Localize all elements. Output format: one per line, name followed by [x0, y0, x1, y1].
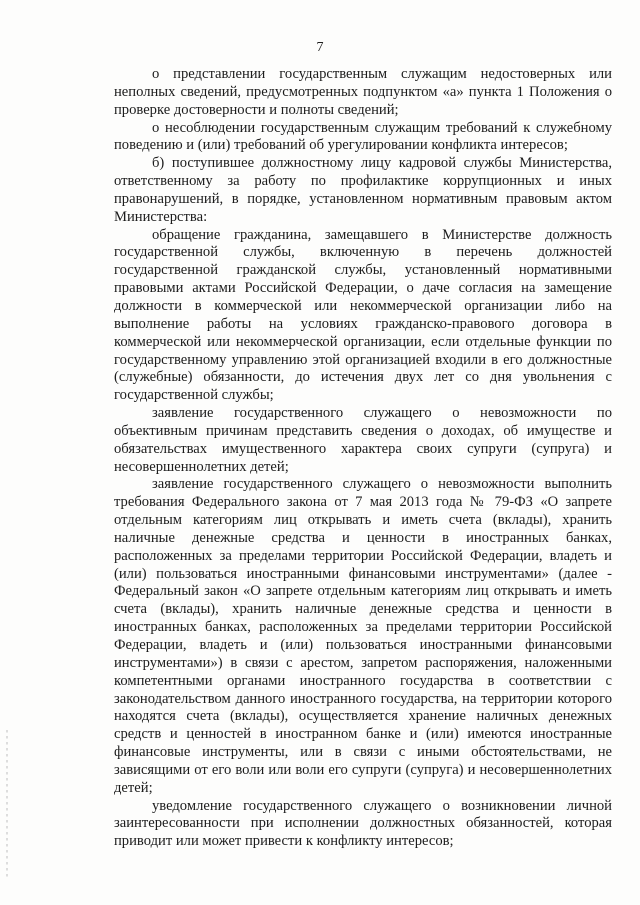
- scan-artifact: [6, 730, 8, 880]
- page-number: 7: [316, 40, 324, 55]
- paragraph-citizen-appeal: обращение гражданина, замещавшего в Министерстве должность государственной службы, включенную в перечень должностей государственной гражданской службы, установленный нормативными правовыми актами Российской Федерации, о даче согласия на замещение должности в коммерческой или некоммерческой организации либо на выполнение работы на условиях гражданско-правового договора в коммерческой или некоммерческой организации, если отдельные функции по государственному управлению этой организацией входили в его должностные (служебные) обязанности, до истечения двух лет со дня увольнения с государственной службы;: [114, 226, 612, 404]
- document-body: [114, 66, 612, 851]
- paragraph-conduct-requirements: о несоблюдении государственным служащим требований к служебному поведению и (или) требований об урегулировании конфликта интересов;: [114, 119, 612, 154]
- paragraph-income-statement: заявление государственного служащего о невозможности по объективным причинам представить сведения о доходах, об имуществе и обязательствах имущественного характера своих супруги (супруга) и несовершеннолетних детей;: [114, 405, 612, 475]
- paragraph-item-b: б) поступившее должностному лицу кадровой службы Министерства, ответственному за работу по профилактике коррупционных и иных правонарушений, в порядке, установленном нормативным правовым актом Министерства:: [114, 155, 612, 225]
- paragraph-foreign-accounts: заявление государственного служащего о невозможности выполнить требования Федерального закона от 7 мая 2013 года № 79-ФЗ «О запрете отдельным категориям лиц открывать и иметь счета (вклады), хранить наличные денежные средства и ценности в иностранных банках, расположенных за пределами территории Российской Федерации, владеть и (или) пользоваться иностранными финансовыми инструментами» (далее - Федеральный закон «О запрете отдельным категориям лиц открывать и иметь счета (вклады), хранить наличные денежные средства и ценности в иностранных банках, расположенных за пределами территории Российской Федерации, владеть и (или) пользоваться иностранными финансовыми инструментами») в связи с арестом, запретом распоряжения, наложенными компетентными органами иностранного государства в соответствии с законодательством данного иностранного государства, на территории которого находятся счета (вклады), осуществляется хранение наличных денежных средств и ценностей в иностранном банке и (или) имеются иностранные финансовые инструменты, или в связи с иными обстоятельствами, не зависящими от его воли или воли его супруги (супруга) и несовершеннолетних детей;: [114, 476, 612, 796]
- paragraph-conflict-notice: уведомление государственного служащего о возникновении личной заинтересованности при исполнении должностных обязанностей, которая приводит или может привести к конфликту интересов;: [114, 797, 612, 850]
- paragraph-false-information: о представлении государственным служащим недостоверных или неполных сведений, предусмотренных подпунктом «а» пункта 1 Положения о проверке достоверности и полноты сведений;: [114, 66, 612, 118]
